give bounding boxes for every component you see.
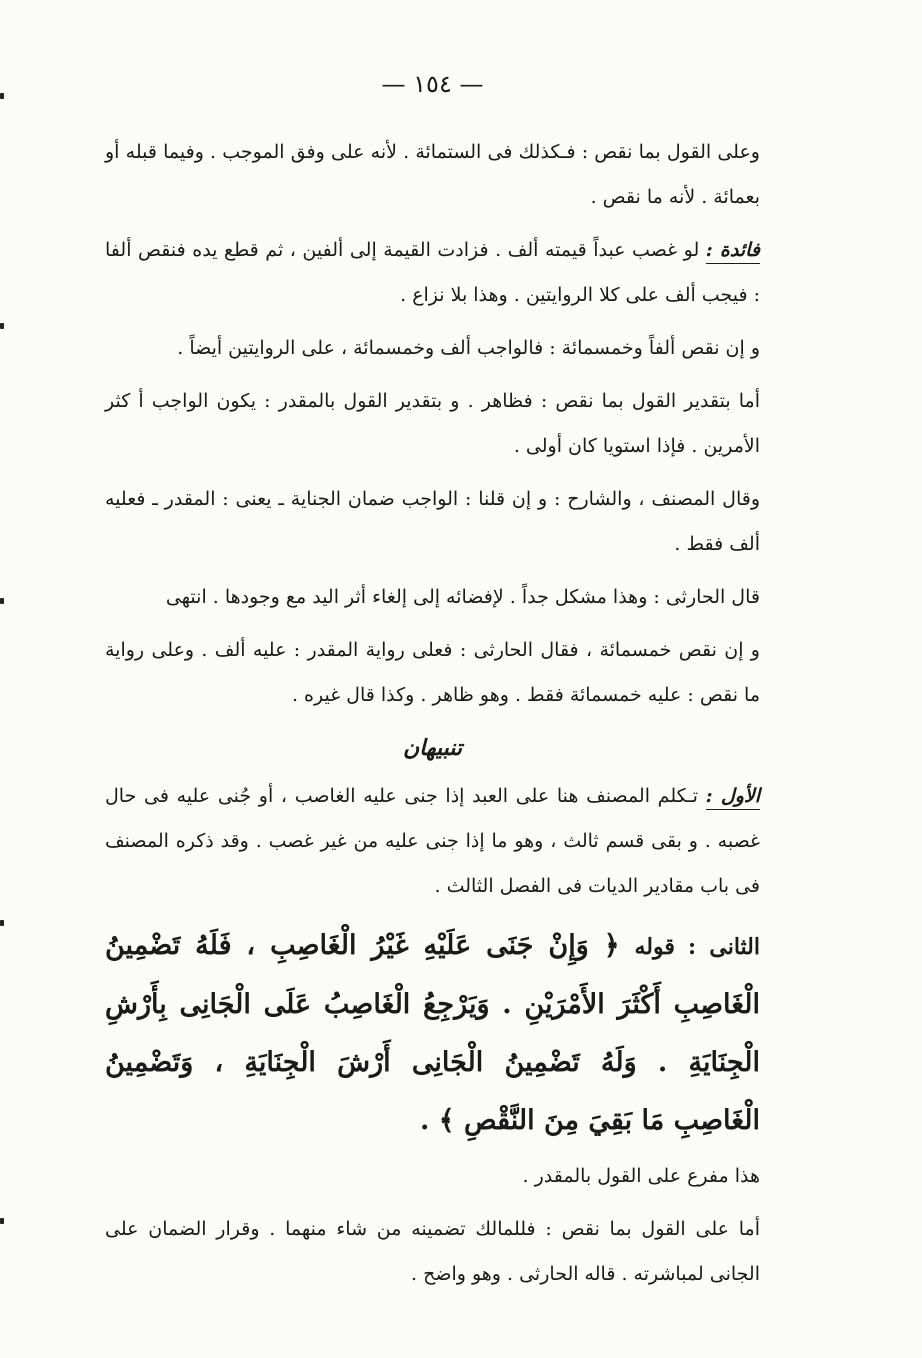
paragraph (105, 1207, 760, 1297)
note-label: فائدة : (706, 239, 760, 264)
document-page (105, 70, 760, 1305)
paragraph-text: هذا مفرع على القول بالمقدر . (522, 1165, 760, 1187)
paragraph-text: وعلى القول بما نقص : فـكذلك فى الستمائة . لأنه على وفق الموجب . وفيما قبله أو بعمائة . لأنه ما نقص . (105, 141, 760, 208)
scan-edge-mark (0, 323, 4, 329)
second-note (105, 917, 760, 1150)
paragraph-text: قال الحارثى : وهذا مشكل جداً . لإفضائه إلى إلغاء أثر اليد مع وجودها . انتهى (165, 586, 760, 608)
page-number: — ١٥٤ — (381, 70, 484, 98)
paragraph (105, 477, 760, 567)
scan-edge-mark (0, 93, 4, 99)
scan-edge-mark (0, 1218, 4, 1224)
paragraph (105, 130, 760, 220)
paragraph-text: و إن نقص خمسمائة ، فقال الحارثى : فعلى رواية المقدر : عليه ألف . وعلى رواية ما نقص : عليه خمسمائة فقط . وهو ظاهر . وكذا قال غيره . (105, 639, 760, 706)
paragraph-text: وقال المصنف ، والشارح : و إن قلنا : الواجب ضمان الجناية ـ يعنى : المقدر ـ فعليه ألف فقط . (105, 488, 760, 555)
paragraph-text: و إن نقص ألفاً وخمسمائة : فالواجب ألف وخمسمائة ، على الروايتين أيضاً . (177, 337, 760, 359)
paragraph-text: أما بتقدير القول بما نقص : فظاهر . و بتقدير القول بالمقدر : يكون الواجب أ كثر الأمرين . فإذا استويا كان أولى . (105, 390, 760, 457)
paragraph (105, 326, 760, 371)
paragraph-text: لو غصب عبداً قيمته ألف . فزادت القيمة إلى ألفين ، ثم قطع يده فنقص ألفا : فيجب ألف على كلا الروايتين . وهذا بلا نزاع . (105, 239, 760, 306)
paragraph (105, 628, 760, 718)
scan-edge-mark (0, 920, 4, 926)
section-heading: تنبيهان (402, 735, 463, 761)
scan-edge-mark (0, 598, 4, 604)
paragraph (105, 379, 760, 469)
first-note-text: تـكلم المصنف هنا على العبد إذا جنى عليه الغاصب ، أو جُنى عليه فى حال غصبه . و بقى قسم ثالث ، وهو ما إذا جنى عليه من غير غصب . وقد ذكره المصنف فى باب مقادير الديات فى الفصل الثالث . (105, 785, 760, 897)
second-note-label: الثانى : قوله (634, 934, 760, 960)
first-note (105, 774, 760, 909)
paragraph (105, 1154, 760, 1199)
first-note-label: الأول : (706, 785, 760, 810)
quoted-text: ﴿ وَإِنْ جَنَى عَلَيْهِ غَيْرُ الْغَاصِبِ ، فَلَهُ تَضْمِينُ الْغَاصِبِ أَكْثَرَ الأَمْرَيْنِ . وَيَرْجِعُ الْغَاصِبُ عَلَى الْجَانِى بِأَرْشِ الْجِنَايَةِ . وَلَهُ تَضْمِينُ الْجَانِى أَرْشَ الْجِنَايَةِ ، وَتَضْمِينُ الْغَاصِبِ مَا بَقِيَ مِنَ النَّقْصِ ﴾ . (105, 930, 760, 1136)
paragraph-text: أما على القول بما نقص : فللمالك تضمينه من شاء منهما . وقرار الضمان على الجانى لمباشرته . قاله الحارثى . وهو واضح . (105, 1218, 760, 1285)
paragraph (105, 575, 760, 620)
paragraph (105, 228, 760, 318)
